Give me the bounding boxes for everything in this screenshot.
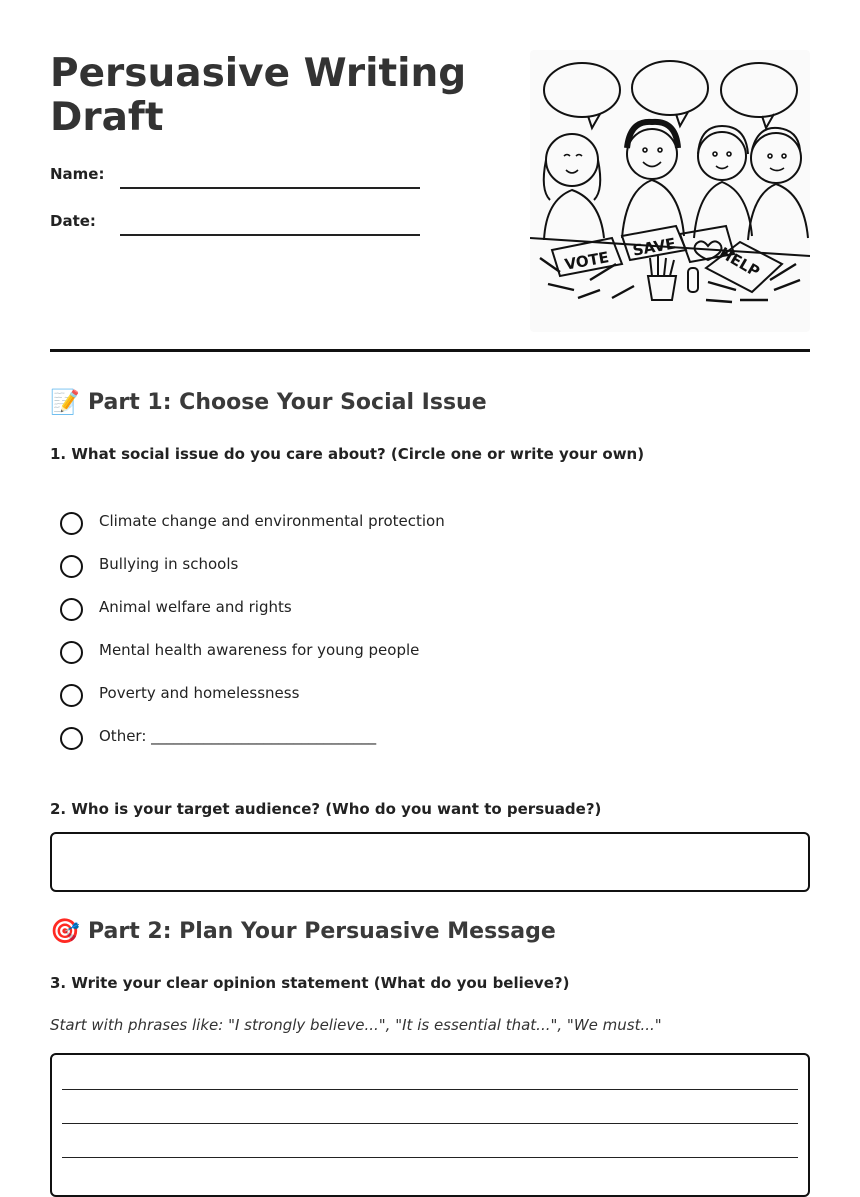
issue-option-label: Other: ______________________________: [99, 727, 377, 745]
question-3: 3. Write your clear opinion statement (What do you believe?): [50, 974, 570, 992]
target-icon: 🎯: [50, 917, 80, 945]
radio-circle-icon[interactable]: [60, 598, 83, 621]
issue-option-label: Bullying in schools: [99, 555, 239, 573]
radio-circle-icon[interactable]: [60, 684, 83, 707]
opinion-answer-box[interactable]: [50, 1053, 810, 1197]
issue-option-label: Climate change and environmental protection: [99, 512, 445, 530]
issue-option-bullying[interactable]: [60, 551, 760, 594]
issue-option-other[interactable]: [60, 723, 760, 766]
target-audience-answer-box[interactable]: [50, 832, 810, 892]
radio-circle-icon[interactable]: [60, 641, 83, 664]
page-title: Persuasive Writing Draft: [50, 51, 467, 140]
worksheet-header: [50, 0, 810, 352]
part1-heading: [50, 388, 487, 416]
issue-option-label: Poverty and homelessness: [99, 684, 300, 702]
opinion-hint: Start with phrases like: "I strongly believe...", "It is essential that...", "We must...": [50, 1016, 662, 1034]
question-2: 2. Who is your target audience? (Who do you want to persuade?): [50, 800, 602, 818]
writing-line[interactable]: [62, 1089, 798, 1090]
part2-heading: [50, 917, 556, 945]
writing-line[interactable]: [62, 1123, 798, 1124]
memo-icon: 📝: [50, 388, 80, 416]
date-label: Date:: [50, 212, 96, 230]
part2-heading-text: Part 2: Plan Your Persuasive Message: [88, 918, 556, 944]
header-divider: [50, 349, 810, 352]
help-sign-text: HELP: [716, 243, 763, 281]
save-sign-text: SAVE: [631, 234, 678, 260]
part1-heading-text: Part 1: Choose Your Social Issue: [88, 389, 487, 415]
question-1: 1. What social issue do you care about? (Circle one or write your own): [50, 445, 645, 463]
issue-option-animal-welfare[interactable]: [60, 594, 760, 637]
issue-option-climate[interactable]: [60, 508, 760, 551]
speech-bubble-icon: [544, 61, 797, 128]
kids-making-signs-illustration: [530, 50, 810, 332]
issue-option-poverty[interactable]: [60, 680, 760, 723]
issue-option-label: Animal welfare and rights: [99, 598, 292, 616]
name-line[interactable]: [120, 187, 420, 189]
radio-circle-icon[interactable]: [60, 555, 83, 578]
issue-options-list: [60, 508, 760, 766]
name-label: Name:: [50, 165, 105, 183]
issue-option-mental-health[interactable]: [60, 637, 760, 680]
radio-circle-icon[interactable]: [60, 727, 83, 750]
date-line[interactable]: [120, 234, 420, 236]
worksheet-page: [50, 0, 810, 1034]
issue-option-label: Mental health awareness for young people: [99, 641, 420, 659]
radio-circle-icon[interactable]: [60, 512, 83, 535]
name-field[interactable]: [50, 160, 420, 190]
date-field[interactable]: [50, 207, 420, 237]
vote-sign-text: VOTE: [563, 248, 611, 274]
writing-line[interactable]: [62, 1157, 798, 1158]
